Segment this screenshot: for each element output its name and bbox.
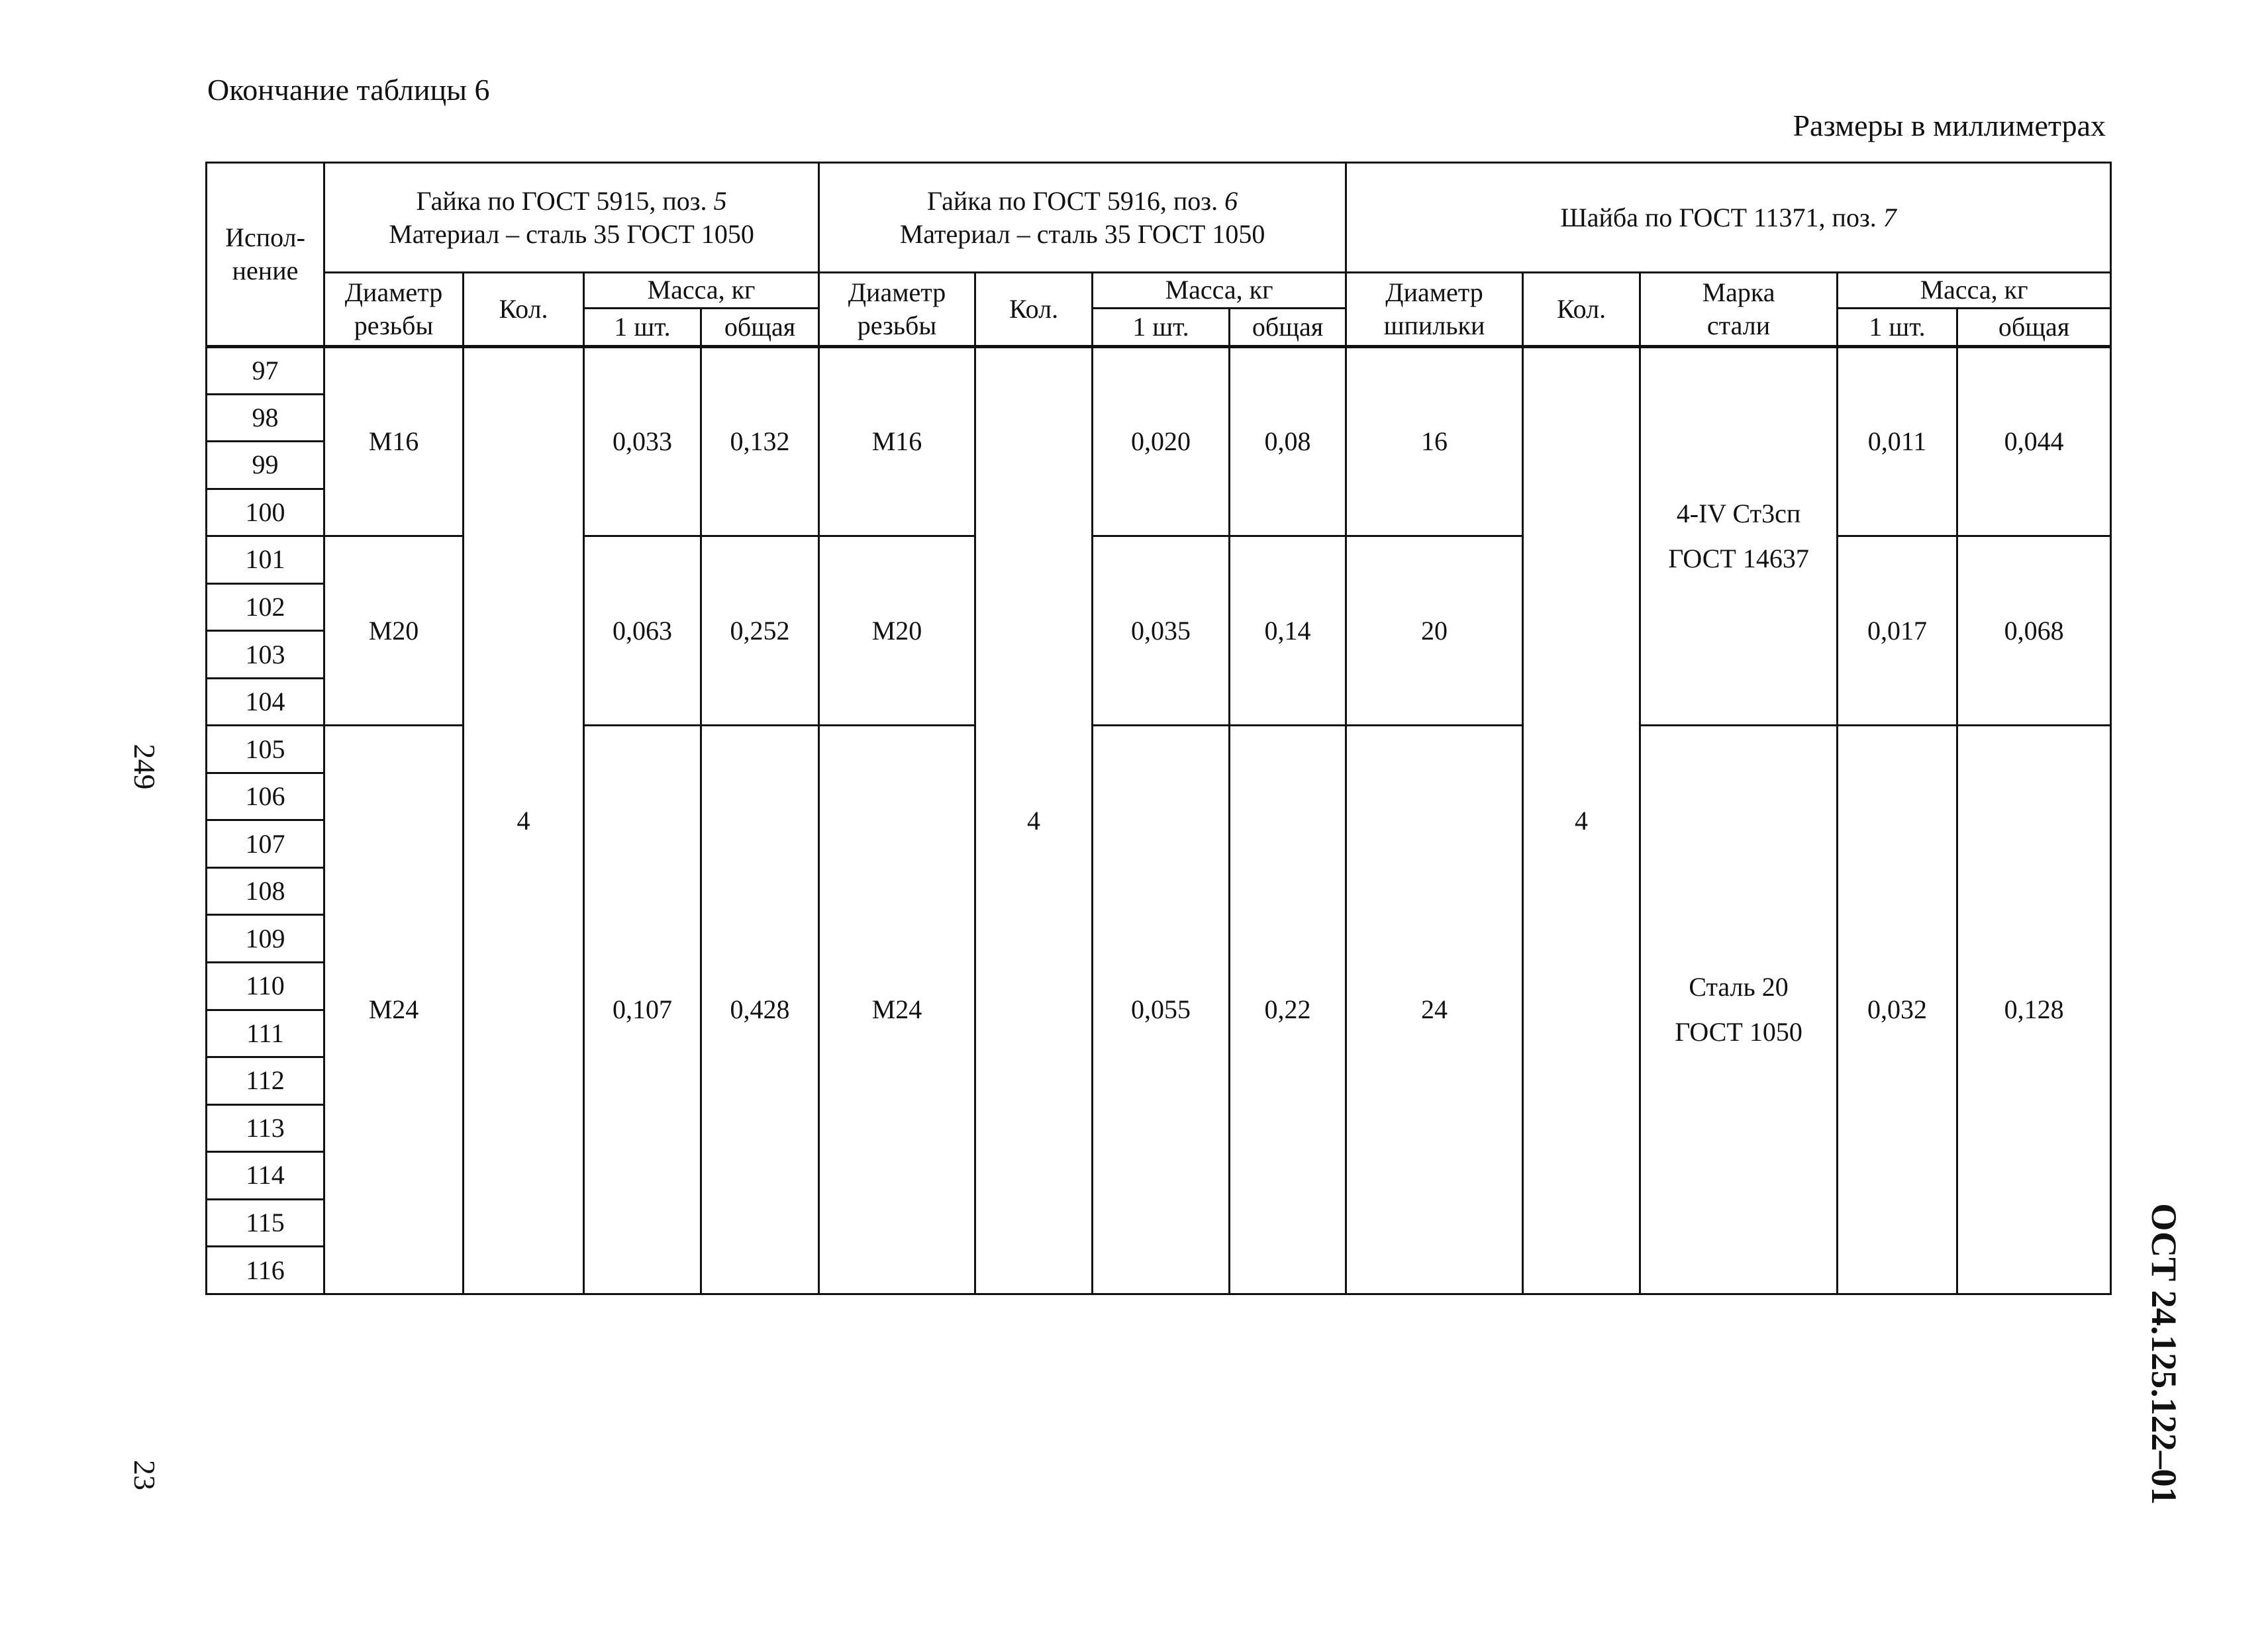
nut5915-thread-cell: М24 [324,726,464,1294]
header-washer-gost-11371: Шайба по ГОСТ 11371, поз. 7 [1346,163,2111,273]
table-row-number: 102 [207,583,324,631]
stud-diameter-cell: 20 [1346,536,1523,726]
washer-mass-total-cell: 0,068 [1957,536,2111,726]
nut5915-qty-cell: 4 [464,347,584,1294]
header-thread-diameter-5915: Диаметр резьбы [324,273,464,347]
header-ispolnenie: Испол- нение [207,163,324,347]
table-row-number: 109 [207,915,324,963]
table-row-number: 98 [207,394,324,442]
table-row-number: 107 [207,820,324,868]
table-row-number: 101 [207,536,324,584]
washer-mass-one-cell: 0,017 [1838,536,1957,726]
header-qty-5915: Кол. [464,273,584,347]
nut5916-mass-total-cell: 0,08 [1230,347,1346,536]
header-mass-total-5916: общая [1230,308,1346,346]
header-stud-diameter: Диаметр шпильки [1346,273,1523,347]
stud-diameter-cell: 16 [1346,347,1523,536]
washer-mass-one-cell: 0,011 [1838,347,1957,536]
steel-grade-cell: 4-IV Ст3сп ГОСТ 14637 [1640,347,1838,726]
header-mass-one-washer: 1 шт. [1838,308,1957,346]
nut5915-thread-cell: М20 [324,536,464,726]
header-nut-gost-5916: Гайка по ГОСТ 5916, поз. 6 Материал – сталь 35 ГОСТ 1050 [819,163,1346,273]
nut5916-thread-cell: М20 [819,536,975,726]
table-row-number: 97 [207,347,324,395]
header-mass-5915: Масса, кг [584,273,819,308]
header-steel-grade: Марка стали [1640,273,1838,347]
header-mass-one-5915: 1 шт. [584,308,701,346]
nut5916-mass-one-cell: 0,055 [1093,726,1230,1294]
table-row-number: 112 [207,1057,324,1105]
header-mass-total-washer: общая [1957,308,2111,346]
washer-mass-total-cell: 0,044 [1957,347,2111,536]
table-row-number: 111 [207,1010,324,1057]
nut5916-mass-one-cell: 0,035 [1093,536,1230,726]
table-row-number: 110 [207,963,324,1010]
header-mass-total-5915: общая [701,308,819,346]
page-number-upper: 249 [128,744,162,790]
nut5916-mass-total-cell: 0,22 [1230,726,1346,1294]
table-row-number: 115 [207,1199,324,1247]
fasteners-table [205,162,2112,1295]
header-qty-washer: Кол. [1523,273,1640,347]
units-note: Размеры в миллиметрах [1793,109,2106,142]
nut5916-thread-cell: М24 [819,726,975,1294]
table-row-number: 100 [207,489,324,536]
table-row-number: 103 [207,631,324,679]
nut5915-thread-cell: М16 [324,347,464,536]
nut5915-mass-total-cell: 0,252 [701,536,819,726]
header-nut-gost-5915: Гайка по ГОСТ 5915, поз. 5 Материал – сталь 35 ГОСТ 1050 [324,163,819,273]
table-row-number: 108 [207,867,324,915]
washer-mass-one-cell: 0,032 [1838,726,1957,1294]
washer-mass-total-cell: 0,128 [1957,726,2111,1294]
nut5916-mass-one-cell: 0,020 [1093,347,1230,536]
nut5916-mass-total-cell: 0,14 [1230,536,1346,726]
washer-qty-cell: 4 [1523,347,1640,1294]
table-caption: Окончание таблицы 6 [207,73,490,107]
nut5915-mass-one-cell: 0,063 [584,536,701,726]
nut5915-mass-total-cell: 0,428 [701,726,819,1294]
header-mass-5916: Масса, кг [1093,273,1346,308]
stud-diameter-cell: 24 [1346,726,1523,1294]
table-row-number: 104 [207,678,324,726]
nut5916-thread-cell: М16 [819,347,975,536]
document-code: ОСТ 24.125.122–01 [2144,1203,2184,1505]
nut5915-mass-one-cell: 0,033 [584,347,701,536]
nut5915-mass-one-cell: 0,107 [584,726,701,1294]
steel-grade-cell: Сталь 20 ГОСТ 1050 [1640,726,1838,1294]
table-row-number: 99 [207,442,324,489]
header-thread-diameter-5916: Диаметр резьбы [819,273,975,347]
header-mass-one-5916: 1 шт. [1093,308,1230,346]
header-mass-washer: Масса, кг [1838,273,2111,308]
nut5915-mass-total-cell: 0,132 [701,347,819,536]
table-row-number: 106 [207,773,324,820]
header-qty-5916: Кол. [975,273,1093,347]
page-number-lower: 23 [128,1460,162,1490]
table-row-number: 116 [207,1247,324,1294]
table-row-number: 114 [207,1152,324,1200]
table-row-number: 113 [207,1104,324,1152]
table-row-number: 105 [207,726,324,773]
nut5916-qty-cell: 4 [975,347,1093,1294]
